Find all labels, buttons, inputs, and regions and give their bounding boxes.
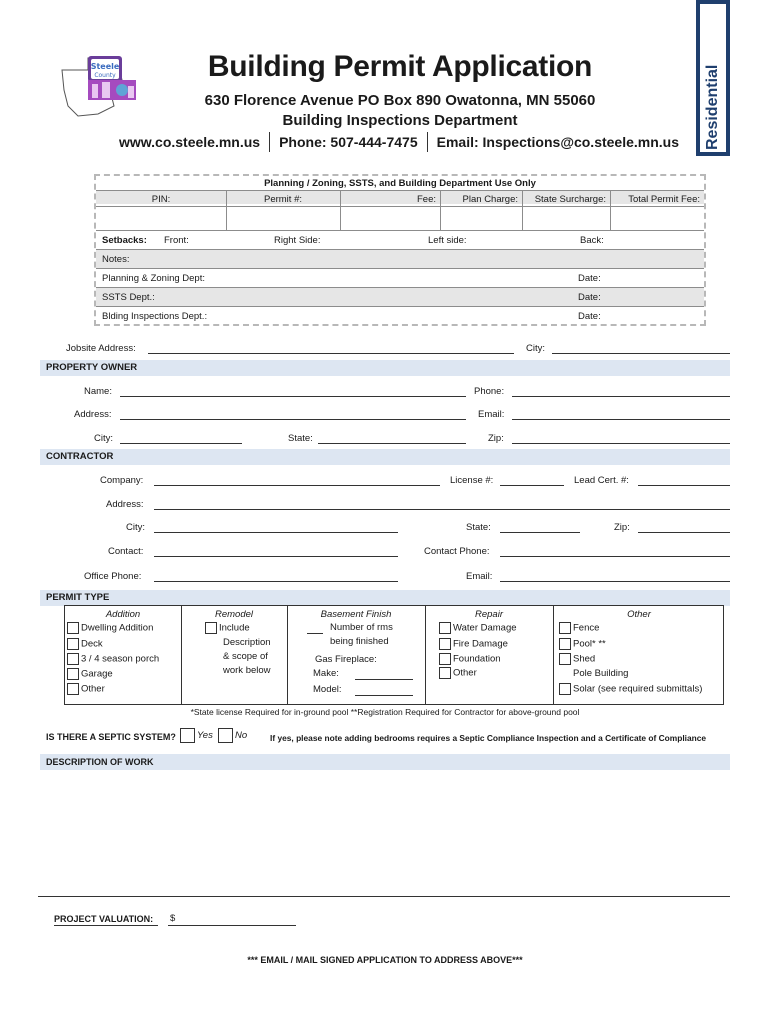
office-use-box (94, 174, 706, 326)
dwelling-addition-option[interactable]: Dwelling Addition (67, 622, 153, 634)
contractor-state-label: State: (466, 522, 491, 533)
fence-option[interactable]: Fence (559, 622, 599, 634)
property-owner-header: PROPERTY OWNER (40, 360, 730, 376)
solar-option[interactable]: Solar (see required submittals) (559, 683, 702, 695)
owner-state-field[interactable] (318, 443, 466, 444)
owner-email-field[interactable] (512, 419, 730, 420)
state-surcharge-label: State Surcharge: (534, 194, 606, 205)
septic-note: If yes, please note adding bedrooms requires a Septic Compliance Inspection and a Certificate of Compliance (270, 733, 707, 743)
checkbox[interactable] (439, 622, 451, 634)
model-label: Model: (313, 684, 342, 695)
ssts-dept-label: SSTS Dept.: (102, 292, 155, 303)
make-field[interactable] (355, 679, 413, 680)
valuation-label-underline (54, 925, 158, 926)
description-header: DESCRIPTION OF WORK (40, 754, 730, 770)
checkbox[interactable] (439, 638, 451, 650)
contractor-state-field[interactable] (500, 532, 580, 533)
owner-city-field[interactable] (120, 443, 242, 444)
jobsite-address-label: Jobsite Address: (66, 343, 136, 354)
checkbox[interactable] (67, 638, 79, 650)
remodel-head: Remodel (214, 609, 254, 620)
owner-name-field[interactable] (120, 396, 466, 397)
website-link[interactable]: www.co.steele.mn.us (119, 134, 261, 150)
other-head: Other (627, 609, 651, 620)
project-valuation-field[interactable] (168, 925, 296, 926)
contact-field[interactable] (154, 556, 398, 557)
left-side-label: Left side: (428, 235, 467, 246)
office-use-title: Planning / Zoning, SSTS, and Building Department Use Only (264, 178, 536, 189)
front-label: Front: (164, 235, 189, 246)
bldg-dept-label: Blding Inspections Dept.: (102, 311, 208, 322)
remodel-text-4: work below (223, 665, 271, 676)
office-phone-field[interactable] (154, 581, 398, 582)
project-valuation-label: PROJECT VALUATION: (54, 914, 154, 924)
rooms-text-1: Number of rms (330, 622, 393, 633)
description-bottom-rule (38, 896, 730, 897)
remodel-include-option[interactable]: Include (205, 622, 250, 634)
septic-yes-option[interactable]: Yes (180, 728, 213, 743)
svg-text:Steele: Steele (90, 62, 120, 71)
contractor-zip-label: Zip: (614, 522, 630, 533)
permit-footnote: *State license Required for in-ground pool **Registration Required for Contractor for above-ground pool (190, 707, 580, 717)
planning-date-label: Date: (578, 273, 601, 284)
checkbox[interactable] (67, 683, 79, 695)
shed-option[interactable]: Shed (559, 653, 595, 665)
checkbox[interactable] (180, 728, 195, 743)
foundation-option[interactable]: Foundation (439, 653, 501, 665)
remodel-text-3: & scope of (223, 651, 268, 662)
owner-address-label: Address: (74, 409, 112, 420)
season-porch-option[interactable]: 3 / 4 season porch (67, 653, 159, 665)
pool-option[interactable]: Pool* ** (559, 638, 606, 650)
garage-option[interactable]: Garage (67, 668, 113, 680)
repair-head: Repair (475, 609, 503, 620)
owner-zip-field[interactable] (512, 443, 730, 444)
contact-phone-label: Contact Phone: (424, 546, 490, 557)
contractor-address-label: Address: (106, 499, 144, 510)
checkbox[interactable] (559, 683, 571, 695)
jobsite-address-field[interactable] (148, 353, 514, 354)
contractor-email-label: Email: (466, 571, 493, 582)
addition-other-option[interactable]: Other (67, 683, 105, 695)
checkbox[interactable] (439, 667, 451, 679)
total-permit-fee-label: Total Permit Fee: (628, 194, 700, 205)
bldg-date-label: Date: (578, 311, 601, 322)
rooms-text-2: being finished (330, 636, 389, 647)
description-field[interactable] (40, 771, 730, 895)
pole-building-label: Pole Building (573, 668, 629, 679)
currency-symbol: $ (170, 913, 176, 924)
owner-state-label: State: (288, 433, 313, 444)
residential-label: Residential (704, 64, 721, 150)
contact-phone-field[interactable] (500, 556, 730, 557)
septic-question: IS THERE A SEPTIC SYSTEM? (46, 732, 176, 742)
contractor-header: CONTRACTOR (40, 449, 730, 465)
back-label: Back: (580, 235, 604, 246)
fee-label: Fee: (416, 194, 436, 205)
fireplace-label: Gas Fireplace: (315, 654, 377, 665)
svg-text:County: County (94, 72, 116, 79)
ssts-date-label: Date: (578, 292, 601, 303)
email-link[interactable]: Email: Inspections@co.steele.mn.us (427, 132, 688, 152)
contractor-zip-field[interactable] (638, 532, 730, 533)
checkbox[interactable] (67, 653, 79, 665)
contractor-email-field[interactable] (500, 581, 730, 582)
office-phone-label: Office Phone: (84, 571, 142, 582)
county-logo (58, 50, 142, 122)
company-field[interactable] (154, 485, 440, 486)
rooms-count-field[interactable] (307, 633, 323, 634)
checkbox[interactable] (218, 728, 233, 743)
permit-type-header: PERMIT TYPE (40, 590, 730, 606)
office-address: 630 Florence Avenue PO Box 890 Owatonna, MN 55060 (204, 92, 596, 109)
checkbox[interactable] (67, 668, 79, 680)
contact-row (110, 132, 690, 152)
page-title: Building Permit Application (207, 50, 593, 83)
lead-cert-field[interactable] (638, 485, 730, 486)
deck-option[interactable]: Deck (67, 638, 103, 650)
owner-address-field[interactable] (120, 419, 466, 420)
model-field[interactable] (355, 695, 413, 696)
owner-email-label: Email: (478, 409, 505, 420)
fire-damage-option[interactable]: Fire Damage (439, 638, 508, 650)
county-map-icon (58, 50, 142, 122)
permit-number-label: Permit #: (263, 194, 302, 205)
septic-no-option[interactable]: No (218, 728, 247, 743)
owner-phone-label: Phone: (474, 386, 505, 397)
planning-dept-label: Planning & Zoning Dept: (102, 273, 205, 284)
plan-charge-label: Plan Charge: (462, 194, 518, 205)
company-label: Company: (100, 475, 144, 486)
setbacks-label: Setbacks: (102, 235, 147, 246)
footer-note: *** EMAIL / MAIL SIGNED APPLICATION TO ADDRESS ABOVE*** (247, 955, 523, 965)
water-damage-option[interactable]: Water Damage (439, 622, 517, 634)
owner-zip-label: Zip: (488, 433, 504, 444)
permit-type-table (64, 605, 724, 705)
repair-other-option[interactable]: Other (439, 667, 477, 679)
contractor-city-field[interactable] (154, 532, 398, 533)
notes-label: Notes: (102, 254, 130, 265)
make-label: Make: (313, 668, 339, 679)
right-side-label: Right Side: (274, 235, 321, 246)
contractor-city-label: City: (126, 522, 145, 533)
license-label: License #: (450, 475, 494, 486)
contact-label: Contact: (108, 546, 144, 557)
owner-name-label: Name: (84, 386, 112, 397)
jobsite-city-field[interactable] (552, 353, 730, 354)
pin-label: PIN: (151, 194, 171, 205)
department-name: Building Inspections Department (282, 112, 518, 129)
lead-cert-label: Lead Cert. #: (574, 475, 629, 486)
owner-phone-field[interactable] (512, 396, 730, 397)
contractor-address-field[interactable] (154, 509, 730, 510)
checkbox[interactable] (559, 638, 571, 650)
remodel-text-2: Description (223, 637, 271, 648)
residential-tab (696, 0, 730, 156)
checkbox[interactable] (67, 622, 79, 634)
license-field[interactable] (500, 485, 564, 486)
jobsite-city-label: City: (526, 343, 545, 354)
phone-number: Phone: 507-444-7475 (269, 132, 427, 152)
checkbox[interactable] (559, 653, 571, 665)
checkbox[interactable] (439, 653, 451, 665)
owner-city-label: City: (94, 433, 113, 444)
basement-head: Basement Finish (320, 609, 392, 620)
checkbox[interactable] (559, 622, 571, 634)
addition-head: Addition (105, 609, 141, 620)
checkbox[interactable] (205, 622, 217, 634)
